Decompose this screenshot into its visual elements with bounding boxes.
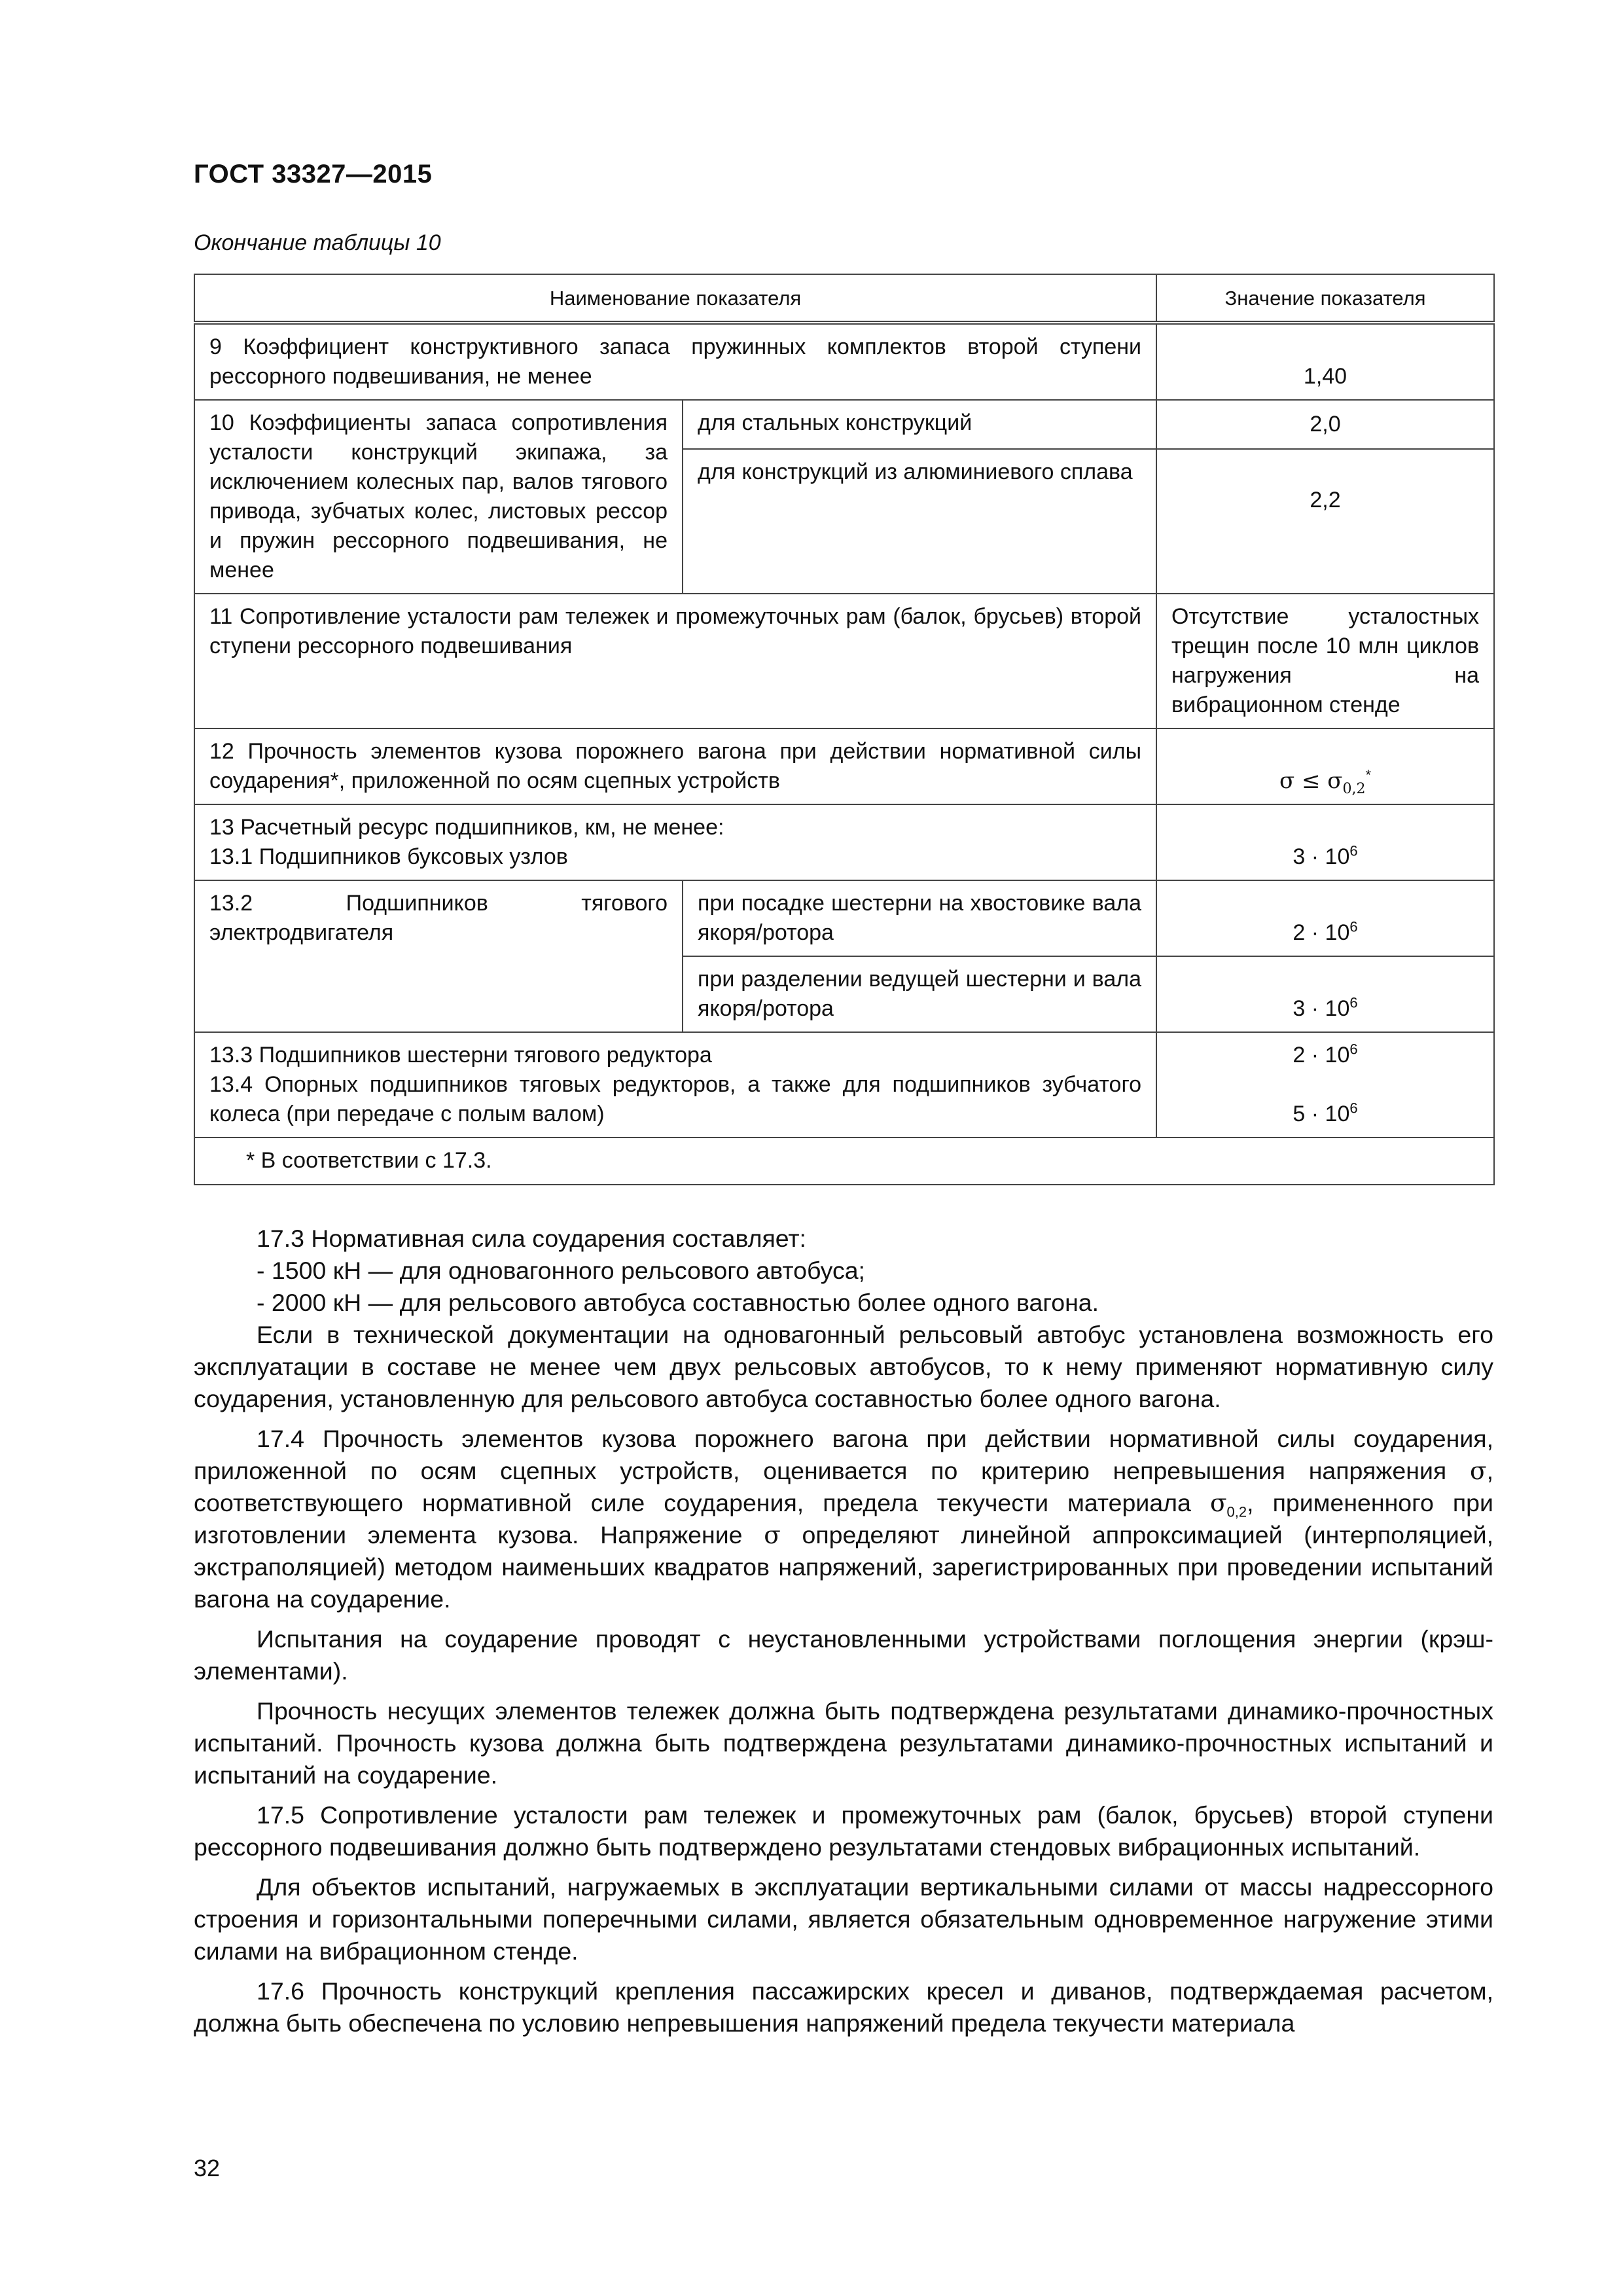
row-13-3-label — [194, 1032, 1156, 1138]
table-row-10a — [194, 400, 1494, 449]
row-10-value-aluminium: 2,2 — [1156, 449, 1494, 594]
row-13-2-sub-1: при посадке шестерни на хвостовике вала якоря/ротора — [683, 880, 1156, 956]
row-13-3-value-1-exp: 6 — [1349, 1041, 1358, 1058]
paragraph-documentation: Если в технической документации на одновагонный рельсовый автобус установлена возможность его эксплуатации в составе не менее чем двух рельсовых автобусов, то к нему применяют нормативную силу соударения, установленную для рельсового автобуса составностью более одного вагона. — [194, 1321, 1493, 1412]
clause-17-4 — [194, 1423, 1493, 1615]
table-caption: Окончание таблицы 10 — [194, 230, 441, 255]
table-footnote: * В соответствии с 17.3. — [194, 1138, 1494, 1185]
paragraph-bogie-strength: Прочность несущих элементов тележек должна быть подтверждена результатами динамико-прочностных испытаний. Прочность кузова должна быть подтверждена результатами динамико-прочностных испытаний и испытаний на соударение. — [194, 1697, 1493, 1789]
paragraph-crash-elements: Испытания на соударение проводят с неустановленными устройствами поглощения энергии (крэш-элементами). — [194, 1625, 1493, 1685]
clause-17-4-part-c: , примененного при изготовлении элемента кузова. Напряжение — [194, 1489, 1493, 1549]
row-13-2-value-1-base: 2 · 10 — [1293, 920, 1350, 945]
specification-table — [194, 274, 1495, 1185]
row-10-label: 10 Коэффициенты запаса сопротивления усталости конструкций экипажа, за исключением колесных пар, валов тягового привода, зубчатых колес, листовых рессор и пружин рессорного подвешивания, не менее — [194, 400, 683, 594]
table-footnote-row — [194, 1138, 1494, 1185]
row-10-sub-steel: для стальных конструкций — [683, 400, 1156, 449]
row-13-3-value-2-base: 5 · 10 — [1293, 1102, 1350, 1126]
row-13-3-value-2-exp: 6 — [1349, 1100, 1358, 1117]
row-13-3-values — [1156, 1032, 1494, 1138]
row-11-label: 11 Сопротивление усталости рам тележек и промежуточных рам (балок, брусьев) второй ступени рессорного подвешивания — [194, 594, 1156, 728]
row-12-label: 12 Прочность элементов кузова порожнего вагона при действии нормативной силы соударения*, приложенной по осям сцепных устройств — [194, 728, 1156, 804]
row-13-line-2: 13.1 Подшипников буксовых узлов — [209, 844, 568, 869]
row-13-2-sub-2: при разделении ведущей шестерни и вала якоря/ротора — [683, 956, 1156, 1032]
clause-17-5: 17.5 Сопротивление усталости рам тележек и промежуточных рам (балок, брусьев) второй ступени рессорного подвешивания должно быть подтверждено результатами стендовых вибрационных испытаний. — [194, 1801, 1493, 1861]
row-13-2-value-2-base: 3 · 10 — [1293, 996, 1350, 1021]
row-12-star: * — [1365, 766, 1372, 783]
row-11-value: Отсутствие усталостных трещин после 10 млн циклов нагружения на вибрационном стенде — [1156, 594, 1494, 728]
row-13-2-value-1 — [1156, 880, 1494, 956]
clause-17-4-part-a: 17.4 Прочность элементов кузова порожнего вагона при действии нормативной силы соударения, приложенной по осям сцепных устройств, оценивается по критерию непревышения напряжения — [194, 1425, 1493, 1484]
row-9-value: 1,40 — [1156, 323, 1494, 400]
row-13-3-value-2 — [1171, 1100, 1479, 1129]
row-13-line-1: 13 Расчетный ресурс подшипников, км, не менее: — [209, 815, 724, 840]
row-10-sub-aluminium: для конструкций из алюминиевого сплава — [683, 449, 1156, 594]
row-13-value-base: 3 · 10 — [1293, 844, 1350, 869]
row-13-3-value-1-base: 2 · 10 — [1293, 1043, 1350, 1067]
row-12-value — [1156, 728, 1494, 804]
column-header-value: Значение показателя — [1156, 274, 1494, 323]
body-text — [194, 1223, 1493, 2039]
row-13-2-value-2 — [1156, 956, 1494, 1032]
column-header-name: Наименование показателя — [194, 274, 1156, 323]
list-item-1500kn: - 1500 кН — для одновагонного рельсового автобуса; — [257, 1257, 865, 1284]
row-13-label — [194, 804, 1156, 880]
row-13-3-line-2: 13.4 Опорных подшипников тяговых редукторов, а также для подшипников зубчатого колеса (при передаче с полым валом) — [209, 1072, 1142, 1126]
table-row-9 — [194, 323, 1494, 400]
row-9-label: 9 Коэффициент конструктивного запаса пружинных комплектов второй ступени рессорного подвешивания, не менее — [194, 323, 1156, 400]
sigma-symbol-2: σ — [1209, 1488, 1227, 1517]
clause-17-3: 17.3 Нормативная сила соударения составляет: — [257, 1225, 806, 1252]
table-row-11 — [194, 594, 1494, 728]
row-13-3-line-1: 13.3 Подшипников шестерни тягового редуктора — [209, 1043, 712, 1067]
table-row-13-2a — [194, 880, 1494, 956]
list-item-2000kn: - 2000 кН — для рельсового автобуса составностью более одного вагона. — [257, 1289, 1099, 1316]
table-row-13-3 — [194, 1032, 1494, 1138]
sigma-symbol-3: σ — [764, 1520, 781, 1549]
row-13-3-value-1 — [1171, 1041, 1479, 1070]
row-13-2-value-1-exp: 6 — [1349, 918, 1358, 935]
table-row-12 — [194, 728, 1494, 804]
row-13-2-value-2-exp: 6 — [1349, 994, 1358, 1011]
row-12-sigma: σ ≤ σ — [1279, 768, 1343, 794]
table-row-13 — [194, 804, 1494, 880]
row-13-2-label: 13.2 Подшипников тягового электродвигателя — [194, 880, 683, 1032]
clause-17-4-part-b: , соответствующего нормативной силе соударения, предела текучести материала — [194, 1457, 1493, 1516]
row-10-value-steel: 2,0 — [1156, 400, 1494, 449]
paragraph-test-objects: Для объектов испытаний, нагружаемых в эксплуатации вертикальными силами от массы надрессорного строения и горизонтальными поперечными силами, является обязательным одновременное нагружение этими силами на вибрационном стенде. — [194, 1873, 1493, 1965]
row-13-value-exp: 6 — [1349, 842, 1358, 859]
clause-17-6: 17.6 Прочность конструкций крепления пассажирских кресел и диванов, подтверждаемая расчетом, должна быть обеспечена по условию непревышения напряжений предела текучести материала — [194, 1977, 1493, 2037]
sigma-symbol-1: σ — [1469, 1456, 1487, 1485]
row-13-value — [1156, 804, 1494, 880]
clause-17-4-part-d: определяют линейной аппроксимацией (интерполяцией, экстраполяцией) методом наименьших квадратов напряжений, зарегистрированных при проведении испытаний вагона на соударение. — [194, 1521, 1493, 1613]
row-12-sigma-sub: 0,2 — [1342, 780, 1366, 797]
table-header-row — [194, 274, 1494, 323]
sigma-symbol-2-sub: 0,2 — [1226, 1503, 1247, 1520]
document-title: ГОСТ 33327—2015 — [194, 160, 433, 188]
page-number: 32 — [194, 2155, 221, 2181]
